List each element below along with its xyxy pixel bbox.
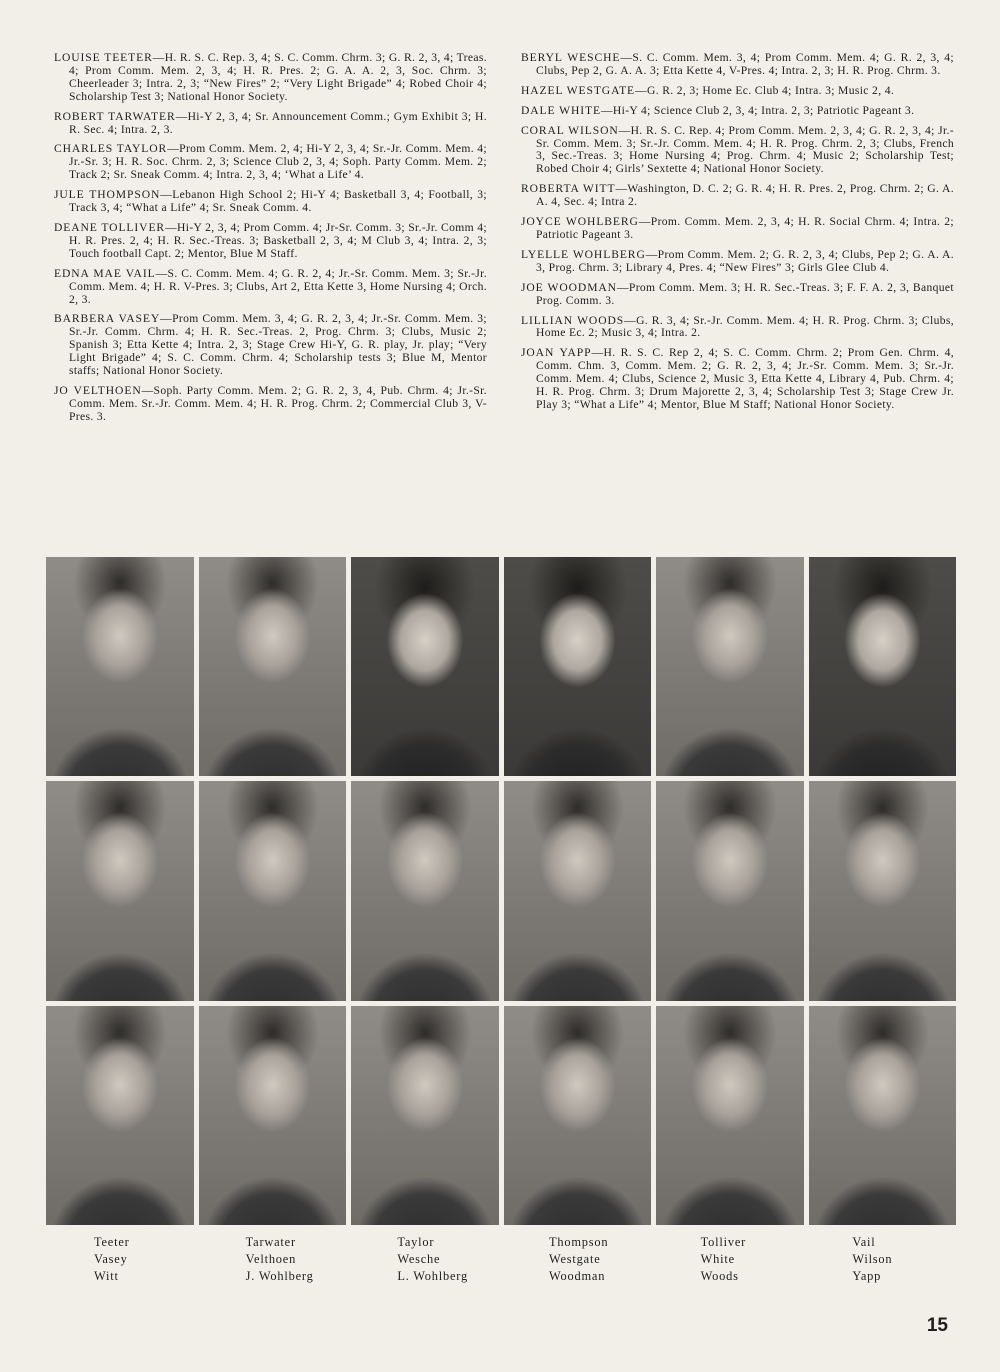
student-name: DALE WHITE xyxy=(521,103,601,117)
bio-entry: DEANE TOLLIVER—Hi-Y 2, 3, 4; Prom Comm. 4; Jr-Sr. Comm. 3; Sr.-Jr. Comm 4; H. R. Pres. 2, 4; H. R. Sec.-Treas. 3; Basketball 2, 3, 4; M Club 3, 4; Intra. 2, 3; Touch football Capt. 2; Mentor, Blue M Staff. xyxy=(54,220,487,260)
student-name: ROBERTA WITT xyxy=(521,182,616,196)
student-name: JULE THOMPSON xyxy=(54,188,161,202)
caption-name: Wesche xyxy=(397,1252,441,1266)
caption-name: Westgate xyxy=(549,1252,601,1266)
portrait-j-wohlberg xyxy=(199,1006,347,1225)
student-name: ROBERT TARWATER xyxy=(54,109,176,123)
caption-name: Tolliver xyxy=(700,1235,747,1249)
caption-column xyxy=(198,1234,350,1285)
portrait-tarwater xyxy=(199,557,347,776)
senior-biographies xyxy=(54,52,954,431)
student-name: EDNA MAE VAIL xyxy=(54,266,156,280)
student-name: LOUISE TEETER xyxy=(54,51,153,64)
portrait-witt xyxy=(46,1006,194,1225)
student-name: LILLIAN WOODS xyxy=(521,313,625,327)
senior-portrait-grid xyxy=(46,557,956,1225)
student-name: CHARLES TAYLOR xyxy=(54,142,168,156)
bio-entry: JOYCE WOHLBERG—Prom. Comm. Mem. 2, 3, 4; H. R. Social Chrm. 4; Intra. 2; Patriotic Pageant 3. xyxy=(521,215,954,241)
caption-name: Witt xyxy=(94,1269,119,1283)
portrait-white xyxy=(656,781,804,1000)
bio-entry: JOE WOODMAN—Prom Comm. Mem. 3; H. R. Sec.-Treas. 3; F. F. A. 2, 3, Banquet Prog. Comm. 3. xyxy=(521,280,954,307)
caption-name: Tarwater xyxy=(245,1235,296,1249)
student-name: JOYCE WOHLBERG xyxy=(521,215,639,229)
caption-column xyxy=(349,1234,501,1285)
student-name: BERYL WESCHE xyxy=(521,51,621,64)
portrait-vail xyxy=(809,557,957,776)
portrait-captions xyxy=(46,1234,956,1285)
caption-column xyxy=(653,1234,805,1285)
student-activities: Washington, D. C. 2; G. R. 4; H. R. Pres. 2, Prog. Chrm. 2; G. A. A. 4, Sec. 4; Intra 2. xyxy=(536,182,954,209)
bio-entry: JOAN YAPP—H. R. S. C. Rep 2, 4; S. C. Comm. Chrm. 2; Prom Gen. Chrm. 4, Comm. Chm. 3, Comm. Mem. 2; G. R. 2, 3, 4; Jr.-Sr. Comm. Mem. 3; Sr.-Jr. Comm. Mem. 4; Clubs, Science 2, Music 3, Etta Kette 4, Library 4, Pub. Chrm. 4; H. R. Prog. Chrm. 3; Drum Majorette 2, 3, 4; Scholarship Test 3; Stage Crew Jr. Play 3; “What a Life” 4; Mentor, Blue M Staff; National Honor Society. xyxy=(521,346,954,411)
caption-name: Thompson xyxy=(549,1235,609,1249)
caption-name: Woods xyxy=(700,1269,739,1283)
portrait-woods xyxy=(656,1006,804,1225)
student-activities: H. R. S. C. Rep. 4; Prom Comm. Mem. 2, 3, 4; G. R. 2, 3, 4; Jr.-Sr. Comm. Mem. 3; Sr.-Jr. Comm. Mem. 4; H. R. Prog. Chrm. 2, 3; Clubs, French 3, Sec.-Treas. 3; Home Nursing 4; Prog. Chrm. 4; Music 2; Scholarship Test; Robed Choir 4; Girls’ Sextette 4; National Honor Society. xyxy=(536,123,954,176)
student-activities: Hi-Y 4; Science Club 2, 3, 4; Intra. 2, 3; Patriotic Pageant 3. xyxy=(612,103,915,117)
student-name: LYELLE WOHLBERG xyxy=(521,247,646,261)
student-activities: Prom Comm. Mem. 3; H. R. Sec.-Treas. 3; F. F. A. 2, 3, Banquet Prog. Comm. 3. xyxy=(536,280,954,307)
student-activities: Prom. Comm. Mem. 2, 3, 4; H. R. Social Chrm. 4; Intra. 2; Patriotic Pageant 3. xyxy=(536,215,954,241)
caption-name: Woodman xyxy=(549,1269,606,1283)
portrait-taylor xyxy=(351,557,499,776)
student-activities: S. C. Comm. Mem. 4; G. R. 2, 4; Jr.-Sr. Comm. Mem. 3; Sr.-Jr. Comm. Mem. 4; H. R. V-Pres. 3; Clubs, Art 2, Etta Kette 3, Home Nursing 4; Orch. 2, 3. xyxy=(69,266,487,306)
student-activities: Prom Comm. Mem. 2, 4; Hi-Y 2, 3, 4; Sr.-Jr. Comm. Mem. 4; Jr.-Sr. 3; H. R. Soc. Chrm. 2, 3; Science Club 2, 3, 4; Soph. Party Comm. Mem. 2; Track 2; Sr. Sneak Comm. 4; Intra. 2, 3, 4; ‘What a Life’ 4. xyxy=(69,142,487,182)
bio-entry: JULE THOMPSON—Lebanon High School 2; Hi-Y 4; Basketball 3, 4; Football, 3; Track 3, 4; “What a Life” 4; Sr. Sneak Comm. 4. xyxy=(54,188,488,215)
bio-entry: HAZEL WESTGATE—G. R. 2, 3; Home Ec. Club 4; Intra. 3; Music 2, 4. xyxy=(521,83,895,97)
bio-entry: CORAL WILSON—H. R. S. C. Rep. 4; Prom Comm. Mem. 2, 3, 4; G. R. 2, 3, 4; Jr.-Sr. Comm. Mem. 3; Sr.-Jr. Comm. Mem. 4; H. R. Prog. Chrm. 2, 3; Clubs, French 3, Sec.-Treas. 3; Home Nursing 4; Prog. Chrm. 4; Music 2; Scholarship Test; Robed Choir 4; Girls’ Sextette 4; National Honor Society. xyxy=(521,123,954,176)
caption-name: White xyxy=(700,1252,735,1266)
bio-entry: ROBERTA WITT—Washington, D. C. 2; G. R. 4; H. R. Pres. 2, Prog. Chrm. 2; G. A. A. 4, Sec. 4; Intra 2. xyxy=(521,182,954,209)
bio-entry: DALE WHITE—Hi-Y 4; Science Club 2, 3, 4; Intra. 2, 3; Patriotic Pageant 3. xyxy=(521,103,915,117)
student-activities: Hi-Y 2, 3, 4; Sr. Announcement Comm.; Gym Exhibit 3; H. R. Sec. 4; Intra. 2, 3. xyxy=(69,109,487,136)
student-activities: H. R. S. C. Rep 2, 4; S. C. Comm. Chrm. 2; Prom Gen. Chrm. 4, Comm. Chm. 3, Comm. Mem. 2; G. R. 2, 3, 4; Jr.-Sr. Comm. Mem. 3; Sr.-Jr. Comm. Mem. 4; Clubs, Science 2, Music 3, Etta Kette 4, Library 4, Pub. Chrm. 4; H. R. Prog. Chrm. 3; Drum Majorette 2, 3, 4; Scholarship Test 3; Stage Crew Jr. Play 3; “What a Life” 4; Mentor, Blue M Staff; National Honor Society. xyxy=(536,346,954,411)
caption-column xyxy=(804,1234,956,1285)
bio-entry: LOUISE TEETER—H. R. S. C. Rep. 3, 4; S. C. Comm. Chrm. 3; G. R. 2, 3, 4; Treas. 4; Prom Comm. Mem. 2, 3, 4; H. R. Pres. 2; G. A. A. 2, 3, Soc. Chrm. 3; Cheerleader 3; Intra. 2, 3; “New Fires” 2; “Very Light Brigade” 4; Robed Choir 4; Scholarship Test 3; National Honor Society. xyxy=(54,51,487,103)
portrait-teeter xyxy=(46,557,194,776)
student-activities: H. R. S. C. Rep. 3, 4; S. C. Comm. Chrm. 3; G. R. 2, 3, 4; Treas. 4; Prom Comm. Mem. 2, 3, 4; H. R. Pres. 2; G. A. A. 2, 3, Soc. Chrm. 3; Cheerleader 3; Intra. 2, 3; “New Fires” 2; “Very Light Brigade” 4; Robed Choir 4; Scholarship Test 3; National Honor Society. xyxy=(69,51,487,103)
bio-entry: BARBERA VASEY—Prom Comm. Mem. 3, 4; G. R. 2, 3, 4; Jr.-Sr. Comm. Mem. 3; Sr.-Jr. Comm. Chrm. 4; H. R. Sec.-Treas. 2, Prog. Chrm. 3; Clubs, Music 2; Spanish 3; Etta Kette 4; Intra. 2, 3; Stage Crew Hi-Y, G. R. play, Jr. play; “Very Light Brigade” 4; S. C. Comm. Chrm. 4; Scholarship tests 3; Blue M, Mentor staffs; National Honor Society. xyxy=(54,312,487,378)
bio-entry: JO VELTHOEN—Soph. Party Comm. Mem. 2; G. R. 2, 3, 4, Pub. Chrm. 4; Jr.-Sr. Comm. Mem. Sr.-Jr. Comm. Mem. 4; H. R. Prog. Chrm. 2; Commercial Club 3, V-Pres. 3. xyxy=(54,383,487,423)
bio-entry: LILLIAN WOODS—G. R. 3, 4; Sr.-Jr. Comm. Mem. 4; H. R. Prog. Chrm. 3; Clubs, Home Ec. 2; Music 3, 4; Intra. 2. xyxy=(521,313,954,340)
caption-name: Teeter xyxy=(94,1235,130,1249)
bio-column-left xyxy=(54,52,487,431)
caption-name: Yapp xyxy=(852,1269,882,1283)
student-activities: Lebanon High School 2; Hi-Y 4; Basketball 3, 4; Football, 3; Track 3, 4; “What a Life” 4; Sr. Sneak Comm. 4. xyxy=(69,188,488,215)
student-activities: Prom Comm. Mem. 2; G. R. 2, 3, 4; Clubs, Pep 2; G. A. A. 3, Prog. Chrm. 3; Library 4, Pres. 4; “New Fires” 3; Girls Glee Club 4. xyxy=(536,247,954,274)
student-name: CORAL WILSON xyxy=(521,123,619,137)
page-number: 15 xyxy=(926,1315,948,1336)
student-name: HAZEL WESTGATE xyxy=(521,83,636,97)
student-activities: Hi-Y 2, 3, 4; Prom Comm. 4; Jr-Sr. Comm. 3; Sr.-Jr. Comm 4; H. R. Pres. 2, 4; H. R. Sec.-Treas. 3; Basketball 2, 3, 4; M Club 3, 4; Intra. 2, 3; Touch football Capt. 2; Mentor, Blue M Staff. xyxy=(69,220,487,260)
portrait-wilson xyxy=(809,781,957,1000)
caption-name: J. Wohlberg xyxy=(245,1269,314,1283)
portrait-l-wohlberg xyxy=(351,1006,499,1225)
student-activities: Prom Comm. Mem. 3, 4; G. R. 2, 3, 4; Jr.-Sr. Comm. Mem. 3; Sr.-Jr. Comm. Chrm. 4; H. R. Sec.-Treas. 2, Prog. Chrm. 3; Clubs, Music 2; Spanish 3; Etta Kette 4; Intra. 2, 3; Stage Crew Hi-Y, G. R. play, Jr. play; “Very Light Brigade” 4; S. C. Comm. Chrm. 4; Scholarship tests 3; Blue M, Mentor staffs; National Honor Society. xyxy=(69,312,487,378)
portrait-westgate xyxy=(504,781,652,1000)
portrait-vasey xyxy=(46,781,194,1000)
portrait-woodman xyxy=(504,1006,652,1225)
portrait-tolliver xyxy=(656,557,804,776)
bio-entry: CHARLES TAYLOR—Prom Comm. Mem. 2, 4; Hi-Y 2, 3, 4; Sr.-Jr. Comm. Mem. 4; Jr.-Sr. 3; H. R. Soc. Chrm. 2, 3; Science Club 2, 3, 4; Soph. Party Comm. Mem. 2; Track 2; Sr. Sneak Comm. 4; Intra. 2, 3, 4; ‘What a Life’ 4. xyxy=(54,142,487,182)
portrait-wesche xyxy=(351,781,499,1000)
caption-column xyxy=(46,1234,198,1285)
student-activities: G. R. 3, 4; Sr.-Jr. Comm. Mem. 4; H. R. Prog. Chrm. 3; Clubs, Home Ec. 2; Music 3, 4; Intra. 2. xyxy=(536,313,954,340)
caption-column xyxy=(501,1234,653,1285)
bio-entry: EDNA MAE VAIL—S. C. Comm. Mem. 4; G. R. 2, 4; Jr.-Sr. Comm. Mem. 3; Sr.-Jr. Comm. Mem. 4; H. R. V-Pres. 3; Clubs, Art 2, Etta Kette 3, Home Nursing 4; Orch. 2, 3. xyxy=(54,266,487,306)
portrait-velthoen xyxy=(199,781,347,1000)
student-activities: G. R. 2, 3; Home Ec. Club 4; Intra. 3; Music 2, 4. xyxy=(646,83,895,97)
bio-entry: LYELLE WOHLBERG—Prom Comm. Mem. 2; G. R. 2, 3, 4; Clubs, Pep 2; G. A. A. 3, Prog. Chrm. 3; Library 4, Pres. 4; “New Fires” 3; Girls Glee Club 4. xyxy=(521,247,954,274)
student-name: JO VELTHOEN xyxy=(54,383,142,397)
caption-name: Vasey xyxy=(94,1252,128,1266)
caption-name: Taylor xyxy=(397,1235,435,1249)
caption-name: L. Wohlberg xyxy=(397,1269,468,1283)
caption-name: Wilson xyxy=(852,1252,893,1266)
bio-entry: ROBERT TARWATER—Hi-Y 2, 3, 4; Sr. Announcement Comm.; Gym Exhibit 3; H. R. Sec. 4; Intra. 2, 3. xyxy=(54,109,487,136)
portrait-thompson xyxy=(504,557,652,776)
student-name: BARBERA VASEY xyxy=(54,312,161,326)
student-activities: Soph. Party Comm. Mem. 2; G. R. 2, 3, 4, Pub. Chrm. 4; Jr.-Sr. Comm. Mem. Sr.-Jr. Comm. Mem. 4; H. R. Prog. Chrm. 2; Commercial Club 3, V-Pres. 3. xyxy=(69,383,487,423)
caption-name: Vail xyxy=(852,1235,876,1249)
student-name: DEANE TOLLIVER xyxy=(54,220,166,234)
student-name: JOE WOODMAN xyxy=(521,280,617,294)
bio-column-right xyxy=(521,52,954,431)
portrait-yapp xyxy=(809,1006,957,1225)
caption-name: Velthoen xyxy=(245,1252,297,1266)
student-activities: S. C. Comm. Mem. 3, 4; Prom Comm. Mem. 4; G. R. 2, 3, 4; Clubs, Pep 2, G. A. A. 3; Etta Kette 4, V-Pres. 4; Intra. 2, 3; H. R. Prog. Chrm. 3. xyxy=(536,51,954,77)
student-name: JOAN YAPP xyxy=(521,346,592,360)
bio-entry: BERYL WESCHE—S. C. Comm. Mem. 3, 4; Prom Comm. Mem. 4; G. R. 2, 3, 4; Clubs, Pep 2, G. A. A. 3; Etta Kette 4, V-Pres. 4; Intra. 2, 3; H. R. Prog. Chrm. 3. xyxy=(521,51,954,77)
